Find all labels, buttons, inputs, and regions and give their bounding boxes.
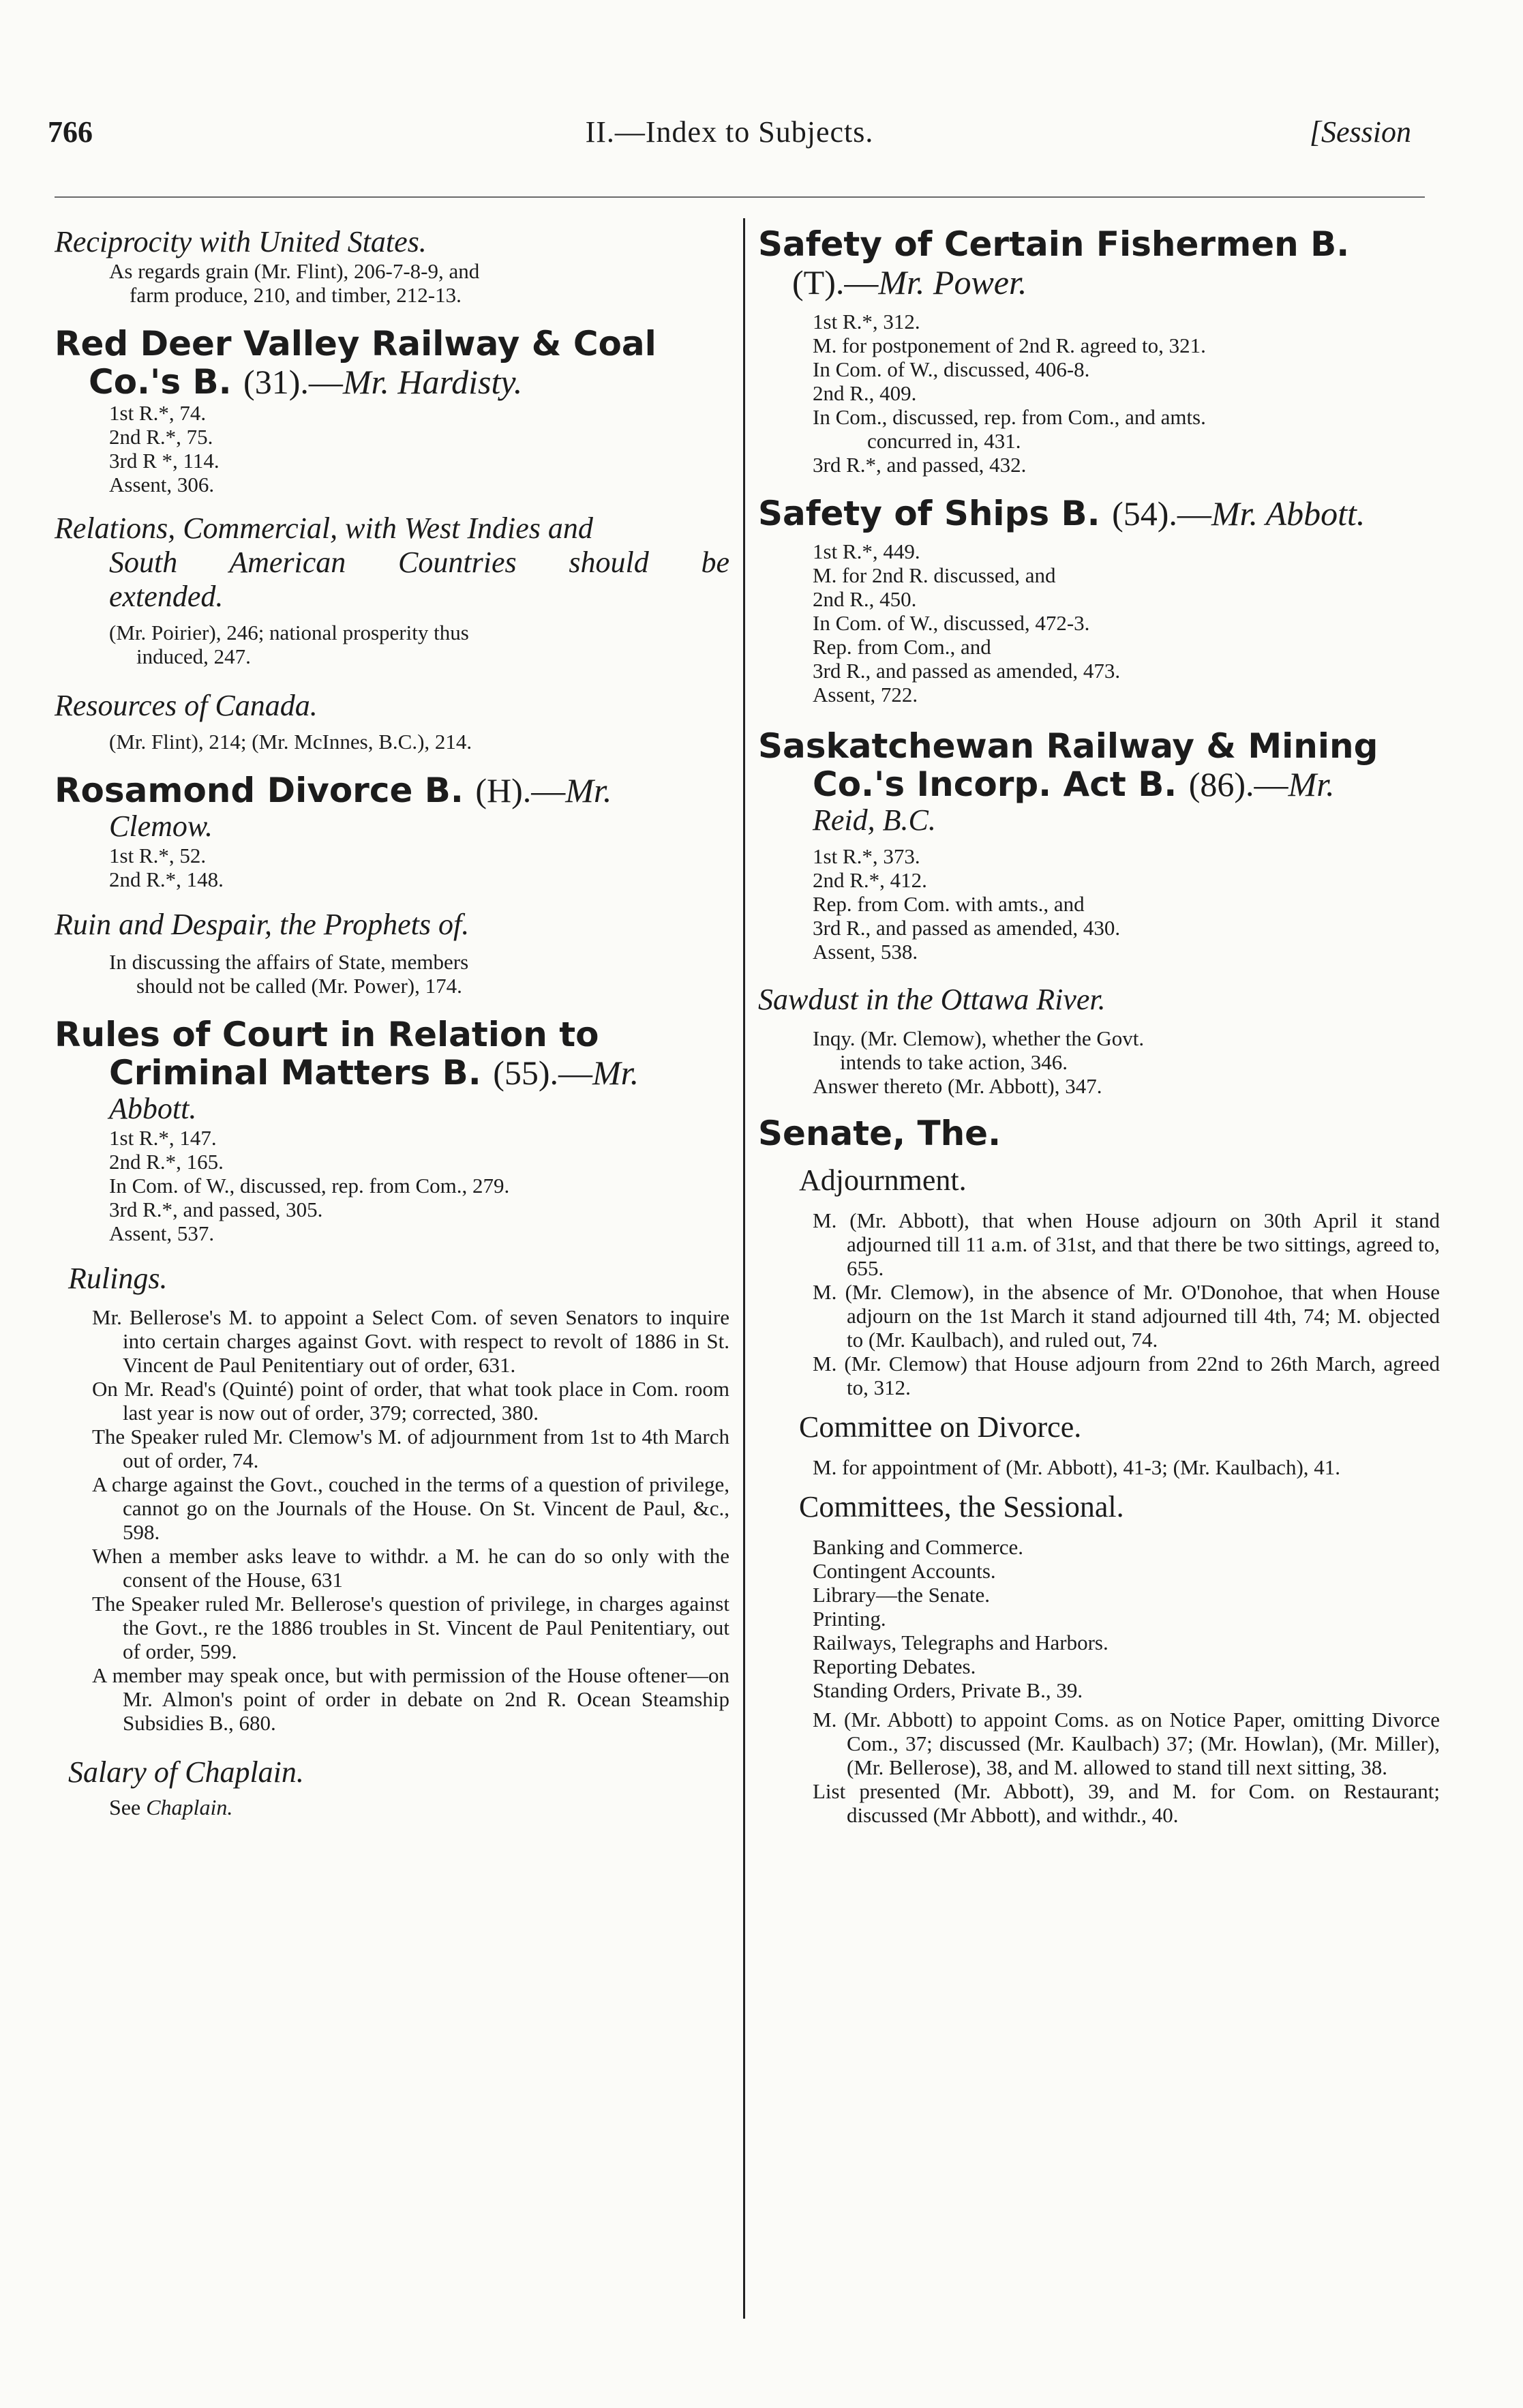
committee-name: Reporting Debates. xyxy=(813,1654,976,1678)
entry-bill-number: (55).— xyxy=(493,1054,592,1092)
entry-line: 2nd R.*, 165. xyxy=(109,1150,224,1174)
header-rule xyxy=(55,196,1425,198)
entry-line: In Com. of W., discussed, 406-8. xyxy=(813,357,1090,381)
entry-relations xyxy=(55,511,729,668)
subsection-heading: Committees, the Sessional. xyxy=(799,1490,1124,1523)
page-number: 766 xyxy=(48,115,93,149)
see-label: See xyxy=(109,1795,141,1819)
entry-title-2: Co.'s B. xyxy=(89,362,232,402)
entry-heading-cont: South American Countries should be xyxy=(109,546,729,579)
entry-safety-ships xyxy=(758,494,1440,707)
entry-title: Safety of Ships B. xyxy=(758,494,1100,533)
entry-line: 1st R.*, 312. xyxy=(813,310,920,333)
entry-line: should not be called (Mr. Power), 174. xyxy=(136,974,462,998)
see-target: Chaplain. xyxy=(146,1795,233,1819)
committee-name: Railways, Telegraphs and Harbors. xyxy=(813,1631,1109,1654)
entry-line: Assent, 538. xyxy=(813,940,918,964)
entry-title: Rosamond Divorce B. xyxy=(55,771,464,810)
entry-title-cont xyxy=(758,765,1440,803)
entry-saskatchewan xyxy=(758,727,1440,964)
entry-heading: Rulings. xyxy=(68,1262,168,1295)
entry-bill-number: (H).— xyxy=(475,771,566,809)
page-header xyxy=(48,115,1411,162)
entry-mover: Mr. xyxy=(592,1054,639,1092)
entry-rosamond xyxy=(55,771,729,891)
entry-rulings xyxy=(55,1262,729,1735)
adjournment-item: M. (Mr. Clemow) that House adjourn from 22nd to 26th March, agreed to, 312. xyxy=(813,1352,1440,1399)
entry-line: M. for postponement of 2nd R. agreed to, 321. xyxy=(813,333,1206,357)
entry-title: Red Deer Valley Railway & Coal xyxy=(55,324,657,363)
ruling-item: A member may speak once, but with permission of the House oftener—on Mr. Almon's point of order in debate on 2nd R. Ocean Steamship Subsidies B., 680. xyxy=(92,1663,729,1735)
entry-mover-cont: Clemow. xyxy=(109,809,213,843)
entry-line: 3rd R.*, and passed, 305. xyxy=(109,1198,323,1221)
entry-line: Rep. from Com. with amts., and xyxy=(813,892,1085,916)
entry-line: Rep. from Com., and xyxy=(813,635,991,659)
entry-mover: Mr. Power. xyxy=(878,263,1027,301)
entry-line: Assent, 537. xyxy=(109,1221,215,1245)
entry-title: Safety of Certain Fishermen B. xyxy=(758,224,1350,264)
entry-line: 1st R.*, 74. xyxy=(109,401,207,425)
entry-mover: Mr. xyxy=(1288,765,1335,803)
entry-bill-number: (54).— xyxy=(1112,494,1211,533)
entry-line: In Com. of W., discussed, 472-3. xyxy=(813,611,1090,635)
entry-line: 1st R.*, 449. xyxy=(813,539,920,563)
entry-heading: Ruin and Despair, the Prophets of. xyxy=(55,908,470,941)
entry-title-cont xyxy=(758,263,1440,301)
entry-bill-number: (86).— xyxy=(1188,765,1288,803)
adjournment-item: M. (Mr. Abbott), that when House adjourn on 30th April it stand adjourned till 11 a.m. of 31st, and that there be two sittings, agreed to, 655. xyxy=(813,1208,1440,1280)
entry-line: Assent, 722. xyxy=(813,683,918,707)
entry-line: 3rd R., and passed as amended, 430. xyxy=(813,916,1121,940)
subsection-heading: Committee on Divorce. xyxy=(799,1410,1082,1444)
entry-mover-cont: Reid, B.C. xyxy=(813,803,936,837)
entry-line: 2nd R.*, 75. xyxy=(109,425,213,449)
sessional-item: List presented (Mr. Abbott), 39, and M. for Com. on Restaurant; discussed (Mr Abbott), and withdr., 40. xyxy=(813,1779,1440,1827)
page-title: II.—Index to Subjects. xyxy=(585,115,874,149)
entry-ruin xyxy=(55,908,729,998)
ruling-item: The Speaker ruled Mr. Clemow's M. of adjournment from 1st to 4th March out of order, 74. xyxy=(92,1425,729,1472)
entry-resources xyxy=(55,689,729,754)
entry-line: In Com., discussed, rep. from Com., and amts. xyxy=(813,405,1206,429)
left-column xyxy=(55,225,729,1828)
entry-line: In Com. of W., discussed, rep. from Com., 279. xyxy=(109,1174,510,1198)
entry-line: farm produce, 210, and timber, 212-13. xyxy=(130,283,462,307)
ruling-item: On Mr. Read's (Quinté) point of order, that what took place in Com. room last year is now out of order, 379; corrected, 380. xyxy=(92,1377,729,1425)
entry-line: 2nd R., 409. xyxy=(813,381,917,405)
entry-title: Saskatchewan Railway & Mining xyxy=(758,726,1378,766)
entry-line: 3rd R.*, and passed, 432. xyxy=(813,453,1027,477)
entry-mover-cont: Abbott. xyxy=(109,1092,197,1125)
entry-heading: Resources of Canada. xyxy=(55,689,318,722)
entry-rules xyxy=(55,1015,729,1245)
ruling-item: A charge against the Govt., couched in the terms of a question of privilege, cannot go on the Journals of the House. On St. Vincent de Paul, &c., 598. xyxy=(92,1472,729,1544)
entry-title-cont xyxy=(55,363,729,401)
entry-mover: Mr. xyxy=(565,771,612,809)
committee-name: Standing Orders, Private B., 39. xyxy=(813,1678,1083,1702)
session-label: [Session xyxy=(1309,115,1411,149)
committee-name: Banking and Commerce. xyxy=(813,1535,1024,1559)
entry-sawdust xyxy=(758,983,1440,1098)
ruling-item: When a member asks leave to withdr. a M. he can do so only with the consent of the House, 631 xyxy=(92,1544,729,1592)
entry-title: Senate, The. xyxy=(758,1114,1001,1153)
entry-reciprocity xyxy=(55,225,729,307)
entry-line: Inqy. (Mr. Clemow), whether the Govt. xyxy=(813,1026,1145,1050)
entry-title-row xyxy=(758,494,1440,533)
entry-heading: Sawdust in the Ottawa River. xyxy=(758,983,1106,1016)
entry-heading: Relations, Commercial, with West Indies and xyxy=(55,511,593,545)
entry-line: 3rd R., and passed as amended, 473. xyxy=(813,659,1121,683)
right-column xyxy=(758,225,1440,1835)
entry-line: 1st R.*, 147. xyxy=(109,1126,217,1150)
entry-title-2: Co.'s Incorp. Act B. xyxy=(813,764,1177,804)
entry-title: Rules of Court in Relation to xyxy=(55,1015,599,1054)
entry-title-cont xyxy=(55,1054,729,1092)
entry-line: concurred in, 431. xyxy=(867,429,1021,453)
entry-senate xyxy=(758,1114,1440,1827)
column-divider xyxy=(743,218,745,2319)
entry-line: (Mr. Poirier), 246; national prosperity thus xyxy=(109,621,469,644)
entry-salary xyxy=(55,1755,729,1819)
entry-safety-fishermen xyxy=(758,225,1440,477)
subsection-heading: Adjournment. xyxy=(799,1163,967,1197)
entry-heading-cont: extended. xyxy=(109,580,224,613)
entry-line: 2nd R.*, 412. xyxy=(813,868,927,892)
entry-title-2: Criminal Matters B. xyxy=(109,1053,481,1092)
entry-line: M. for 2nd R. discussed, and xyxy=(813,563,1056,587)
entry-line: Assent, 306. xyxy=(109,473,215,496)
entry-bill-number: (T).— xyxy=(792,263,879,301)
committee-name: Contingent Accounts. xyxy=(813,1559,996,1583)
divorce-item: M. for appointment of (Mr. Abbott), 41-3; (Mr. Kaulbach), 41. xyxy=(813,1455,1341,1479)
committee-name: Library—the Senate. xyxy=(813,1583,990,1607)
entry-heading: Salary of Chaplain. xyxy=(68,1755,304,1789)
entry-mover: Mr. Abbott. xyxy=(1211,494,1366,533)
entry-title-row xyxy=(55,771,729,809)
entry-line: 3rd R *, 114. xyxy=(109,449,220,473)
entry-line: In discussing the affairs of State, members xyxy=(109,950,469,974)
entry-line: 2nd R., 450. xyxy=(813,587,917,611)
adjournment-item: M. (Mr. Clemow), in the absence of Mr. O'Donohoe, that when House adjourn on the 1st March it stand adjourned till 4th, 74; M. objected to (Mr. Kaulbach), and ruled out, 74. xyxy=(813,1280,1440,1352)
ruling-item: Mr. Bellerose's M. to appoint a Select Com. of seven Senators to inquire into certain charges against Govt. with respect to revolt of 1886 in St. Vincent de Paul Penitentiary out of order, 631. xyxy=(92,1305,729,1377)
entry-heading: Reciprocity with United States. xyxy=(55,225,427,258)
ruling-item: The Speaker ruled Mr. Bellerose's question of privilege, in charges against the Govt., re the 1886 troubles in St. Vincent de Paul Penitentiary, out of order, 599. xyxy=(92,1592,729,1663)
entry-line: (Mr. Flint), 214; (Mr. McInnes, B.C.), 214. xyxy=(109,730,472,754)
entry-line: Answer thereto (Mr. Abbott), 347. xyxy=(813,1074,1102,1098)
entry-mover: Mr. Hardisty. xyxy=(342,363,523,401)
entry-line: 1st R.*, 52. xyxy=(109,844,207,867)
entry-line: intends to take action, 346. xyxy=(840,1050,1068,1074)
entry-red-deer xyxy=(55,325,729,496)
sessional-item: M. (Mr. Abbott) to appoint Coms. as on Notice Paper, omitting Divorce Com., 37; discussed (Mr. Kaulbach) 37; (Mr. Howlan), (Mr. Miller), (Mr. Bellerose), 38, and M. allowed to stand till next sitting, 38. xyxy=(813,1708,1440,1779)
entry-line: induced, 247. xyxy=(136,644,251,668)
entry-bill-number: (31).— xyxy=(243,363,343,401)
entry-line: 2nd R.*, 148. xyxy=(109,867,224,891)
entry-line: As regards grain (Mr. Flint), 206-7-8-9, and xyxy=(109,259,480,283)
committee-name: Printing. xyxy=(813,1607,886,1631)
entry-line: 1st R.*, 373. xyxy=(813,844,920,868)
see-reference xyxy=(55,1795,729,1819)
